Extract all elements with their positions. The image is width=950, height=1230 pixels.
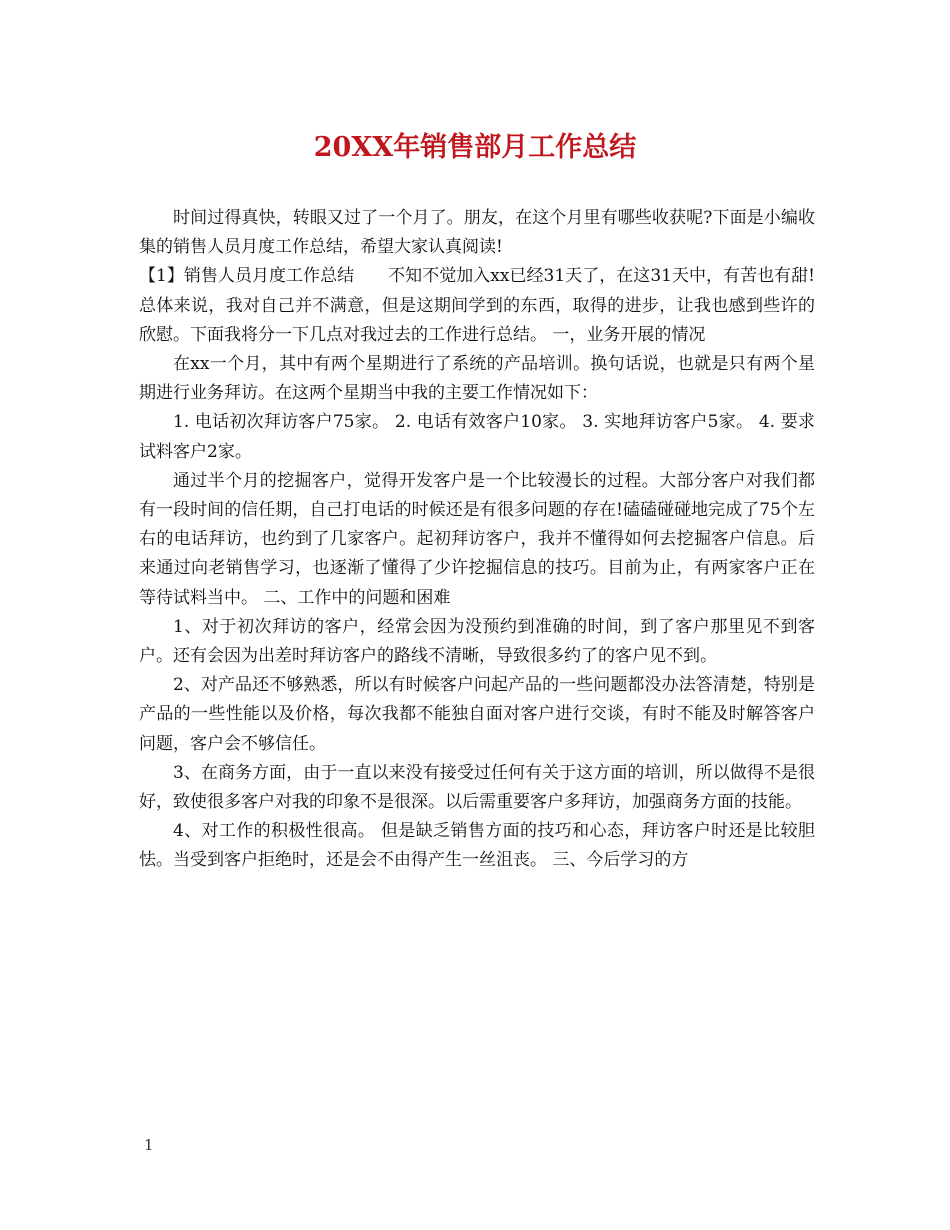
document-body — [139, 204, 815, 876]
paragraph-problem-2: 2、对产品还不够熟悉，所以有时候客户问起产品的一些问题都没办法答清楚，特别是产品的一些性能以及价格，每次我都不能独自面对客户进行交谈，有时不能及时解答客户问题，客户会不够信任。 — [139, 675, 815, 754]
paragraph-problem-3: 3、在商务方面，由于一直以来没有接受过任何有关于这方面的培训，所以做得不是很好，致使很多客户对我的印象不是很深。以后需重要客户多拜访，加强商务方面的技能。 — [139, 762, 815, 813]
paragraph-intro: 时间过得真快，转眼又过了一个月了。朋友，在这个月里有哪些收获呢?下面是小编收集的销售人员月度工作总结，希望大家认真阅读! — [139, 208, 815, 258]
paragraph-section-1: 【1】销售人员月度工作总结 不知不觉加入xx已经31天了，在这31天中，有苦也有甜!总体来说，我对自己并不满意，但是这期间学到的东西，取得的进步，让我也感到些许的欣慰。下面我将分一下几点对我过去的工作进行总结。 一，业务开展的情况 — [139, 266, 815, 345]
paragraph-customer-development: 通过半个月的挖掘客户，觉得开发客户是一个比较漫长的过程。大部分客户对我们都有一段时间的信任期，自己打电话的时候还是有很多问题的存在!磕磕碰碰地完成了75个左右的电话拜访，也约到了几家客户。起初拜访客户，我并不懂得如何去挖掘客户信息。后来通过向老销售学习，也逐渐了懂得了少许挖掘信息的技巧。目前为止，有两家客户正在等待试料当中。 二、工作中的问题和困难 — [139, 470, 815, 608]
paragraph-stats-list: 1. 电话初次拜访客户75家。 2. 电话有效客户10家。 3. 实地拜访客户5家。 4. 要求试料客户2家。 — [139, 412, 815, 462]
paragraph-problem-4: 4、对工作的积极性很高。 但是缺乏销售方面的技巧和心态，拜访客户时还是比较胆怯。当受到客户拒绝时，还是会不由得产生一丝沮丧。 三、今后学习的方 — [139, 821, 815, 871]
paragraph-training: 在xx一个月，其中有两个星期进行了系统的产品培训。换句话说，也就是只有两个星期进行业务拜访。在这两个星期当中我的主要工作情况如下： — [139, 354, 815, 404]
page-number: 1 — [144, 1136, 154, 1154]
document-title: 20XX年销售部月工作总结 — [313, 132, 637, 163]
paragraph-problem-1: 1、对于初次拜访的客户，经常会因为没预约到准确的时间，到了客户那里见不到客户。还有会因为出差时拜访客户的路线不清晰，导致很多约了的客户见不到。 — [139, 616, 815, 667]
